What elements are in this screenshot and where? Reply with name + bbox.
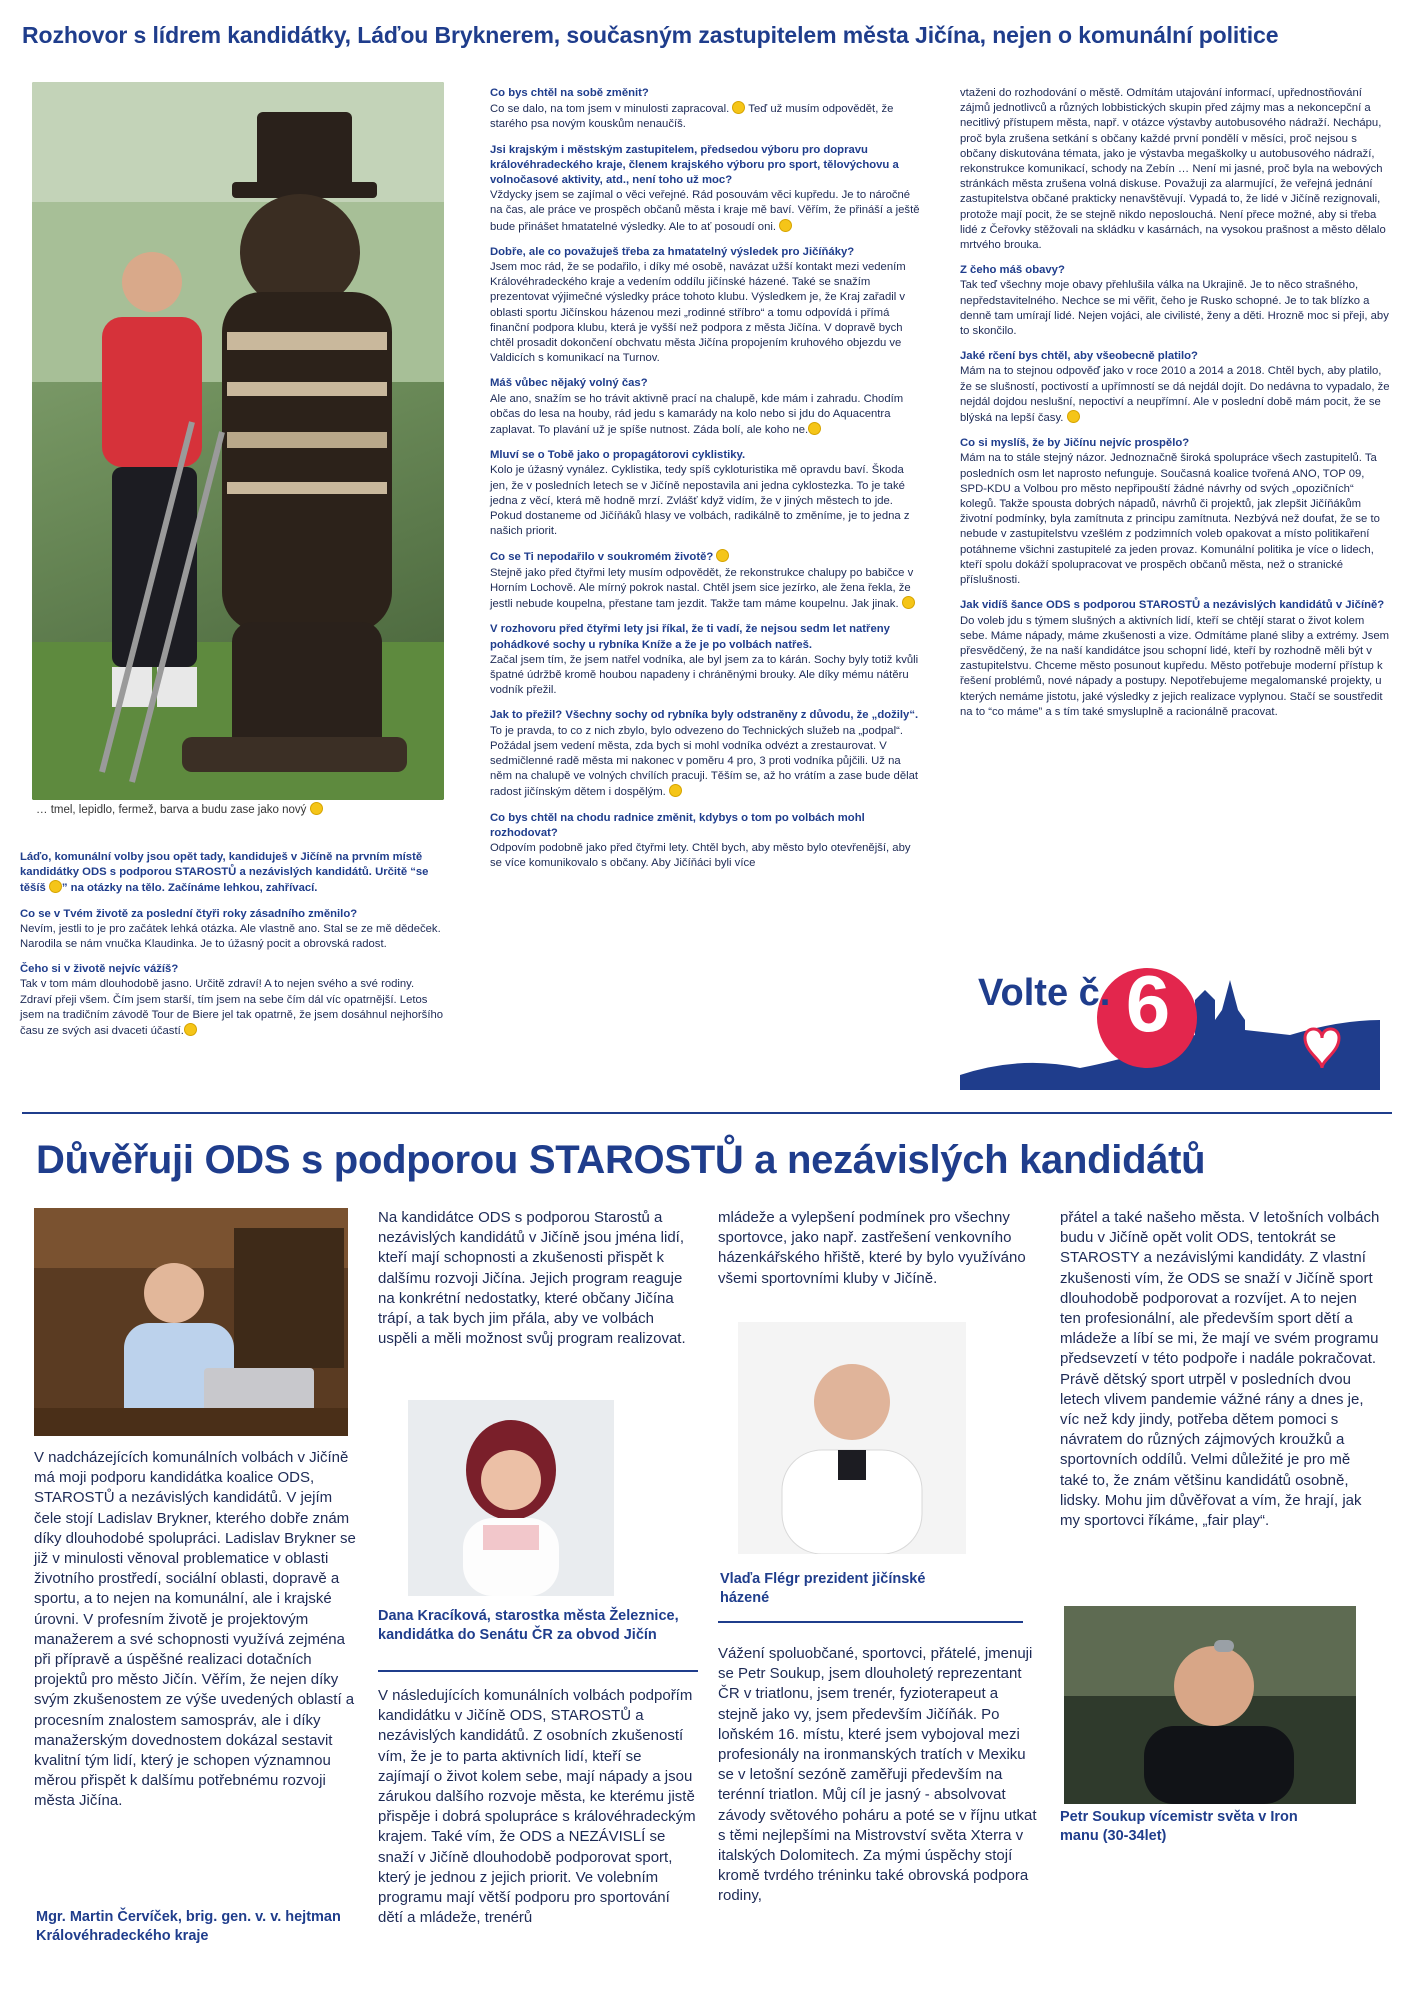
interview-column-3	[960, 86, 1390, 730]
interview-answer: Mám na to stále stejný názor. Jednoznačně široká spolupráce všech zastupitelů. Ta posledních osm let naprosto nefunguje. Současná koalice tvořená ANO, TOP 09, SPD-KDU a Volbou pro město nepřipouští žádné návrhy od svých „opozičních“ kolegů. Takže spousta dobrých nápadů, návrhů či projektů, jak zlepšit Jičíňákům životní podmínky, byla zamítnuta z principu zamítnuta. Nezbývá než doufat, že se to nebude v zastupitelstvu vzešlém z podzimních voleb opakovat a místo politikaření potáhneme všichni zastupitelé za jeden provaz. Komunální politika je více o lidech, kteří spolu dokáží spolupracovat ve prospěch občanů města, než o stranické příslušnosti.	[960, 452, 1380, 587]
endorsement-intro-flegr	[718, 1208, 1036, 1293]
interview-qa	[490, 811, 920, 872]
endorsement-text: V následujících komunálních volbách podpořím kandidátku v Jičíně ODS, STAROSTŮ a nezávislých kandidátů. Z osobních zkušeností vím, že je to parta aktivních lidí, kteří se zajímají o život kolem sebe, mají nápady a jsou zárukou dalšího rozvoje města, ke kterému jistě přispěje i dobrá spolupráce s královéhradeckým krajem. Také vím, že ODS a NEZÁVISLÍ se snaží v Jičíně dlouhodobě podporovat sport, který je jednou z jejich priorit. Ve volebním programu mají větší podporu pro sportování dětí a mládeže, trenérů	[378, 1687, 696, 1927]
photo-caption	[36, 802, 456, 816]
interview-question: Z čeho máš obavy?	[960, 264, 1065, 277]
endorsement-text: mládeže a vylepšení podmínek pro všechny sportovce, jako např. zastřešení venkovního házenkářského hřiště, které by bylo využíváno všemi sportovními kluby v Jičíně.	[718, 1209, 1026, 1287]
interview-qa-1	[20, 850, 444, 897]
interview-answer: Vždycky jsem se zajímal o věci veřejné. Rád posouvám věci kupředu. Je to náročné na čas, ale práce ve prospěch občanů města i kraje mě baví. Věřím, že přináší a ještě bude přinášet hmatatelné výsledky. Ale to ať posoudí oni.	[490, 189, 920, 233]
endorsements-headline: Důvěřuji ODS s podporou STAROSTŮ a nezávislých kandidátů	[36, 1138, 1206, 1182]
portrait-flegr	[738, 1322, 966, 1554]
endorsement-text: Vážení spoluobčané, sportovci, přátelé, jmenuji se Petr Soukup, jsem dlouholetý reprezentant ČR v triatlonu, jsem trenér, fyzioterapeut a stejně jako vy, jsem především Jičíňák. Po loňském 16. místu, které jsem vybojoval mezi profesionály na ironmanských tratích v Mexiku se v letošní sezóně zaměřuji především na terénní triatlon. Můj cíl je jasný - absolvovat závody světového poháru a poté se v říjnu utkat s těmi nejlepšími na Mistrovství světa Xterra v italských Dolomitech. Za mými úspěchy stojí kromě tvrdého tréninku také obrovská podpora rodiny,	[718, 1645, 1037, 1905]
signature-cervicek: Mgr. Martin Červíček, brig. gen. v. v. hejtman Královéhradeckého kraje	[36, 1909, 341, 1944]
question-text: Co se Ti nepodařilo v soukromém životě?	[490, 551, 714, 564]
interview-answer: To je pravda, to co z nich zbylo, bylo odvezeno do Technických služeb na „podpal“. Požádal jsem vedení města, zda bych si mohl vodníka odvézt a zrestaurovat. V sedmičlenné radě města mi nakonec v poměru 4 pro, 3 proti vodníka půjčili. Už na něm na chalupě ve volných chvílích pracuji. Těším se, až ho vrátím a zase bude dělat radost jičínským dětem i dospělým.	[490, 724, 919, 799]
interview-qa	[490, 86, 920, 133]
question-part-1: Láďo, komunální volby jsou opět tady, kandiduješ v Jičíně na prvním místě kandidátky ODS s podporou STAROSTŮ a nezávislých kandidátů. Určitě “se těšíš	[20, 851, 429, 895]
interview-answer: Tak v tom mám dlouhodobě jasno. Určitě zdraví! A to nejen svého a své rodiny. Zdraví přeji všem. Čím jsem starší, tím jsem na sebe čím dál víc opatrnější. Letos jsem na tradičním závodě Tour de Biere jel tak opatrně, že jsem dosáhnul nejhoršího času ze svých asi dvaceti účastí.	[20, 978, 444, 1038]
interview-column-2	[490, 86, 920, 881]
interview-question: Co bys chtěl na sobě změnit?	[490, 87, 649, 99]
interview-qa-2	[20, 907, 444, 953]
smiley-icon	[310, 802, 323, 815]
endorsement-intro-kracikova	[378, 1208, 696, 1353]
interview-answer: Mám na to stejnou odpověď jako v roce 2010 a 2014 a 2018. Chtěl bych, aby platilo, že se slušností, poctivostí a upřímností se dá nejdál dojít. Do nedávna to vypadalo, že nejdál dojdou neslušní, nepoctiví a neupřímní. Ale v poslední době mám pocit, že se blýská na lepší časy.	[960, 365, 1390, 425]
endorsement-text: V nadcházejících komunálních volbách v Jičíně má moji podporu kandidátka koalice ODS, STAROSTŮ a nezávislých kandidátů. V jejím čele stojí Ladislav Brykner, kterého dobře znám díky dlouhodobé spolupráci. Ladislav Brykner se již v minulosti věnoval problematice v oblasti životního prostředí, sociální oblasti, dopravě a sportu, a to nejen na komunální, ale i krajské úrovni. V profesním životě je projektovým manažerem a své schopnosti využívá zejména při přípravě a úspěšné realizaci dotačních projektů pro město Jičín. Věřím, že nejen díky svým zkušenostem ze výše uvedených oblastí a procesním znalostem samospráv, ale i díky manažerským dovednostem dokázal sestavit kvalitní tým lidí, který je schopen významnou měrou přispět k dalšímu potřebnému rozvoji města Jičína.	[34, 1449, 356, 1810]
smiley-icon	[808, 422, 821, 435]
main-photo	[32, 82, 444, 800]
interview-answer: Co se dalo, na tom jsem v minulosti zapracoval.	[490, 103, 730, 116]
page-headline: Rozhovor s lídrem kandidátky, Láďou Bryknerem, současným zastupitelem města Jičína, nejen o komunální politice	[22, 22, 1279, 48]
interview-answer: Stejně jako před čtyřmi lety musím odpovědět, že rekonstrukce chalupy po babičce v Horním Lochově. Ale mírný pokrok nastal. Chtěl jsem sice jezírko, ale žena řekla, že jestli nebude koupelna, přestane tam jezdit. Takže tam máme koupelnu. Jak jinak.	[490, 566, 914, 611]
interview-question: Čeho si v životě nejvíc vážíš?	[20, 963, 179, 976]
interview-answer: Začal jsem tím, že jsem natřel vodníka, ale byl jsem za to kárán. Sochy byly totiž kvůli špatné údržbě kromě houbou napadeny i chráněnými brouky. Ale díky mému nátěru vodník přežil.	[490, 653, 919, 697]
smiley-icon	[902, 596, 915, 609]
interview-qa	[960, 436, 1390, 588]
interview-answer: vtaženi do rozhodování o městě. Odmítám utajování informací, upřednostňování zájmů jednotlivců a různých lobbistických skupin před zájmy mas a nekoncepční a necitlivý přístupem města, např. v otázce výstavby autobusového nádraží. Nechápu, proč byla zrušena setkání s občany každé první pondělí v měsíci, proč nejsou s občany diskutována témata, jako je výstavba megaškolky u autobusového nádraží, rekonstrukce komunikací, schody na Zebín … Není mi jasné, proč byla na webových stránkách města zrušena volná diskuse. Považuji za alarmující, že veřejná jednání zastupitelstva občané prakticky nenavštěvují. Vypadá to, že lidé v Jičíně rezignovali, protože mají pocit, že se stejně nikdo neposlouchá. Není přece možné, aby si třeba lidé z Čeřovky stěžovali na skládku v kasárnách, na vysokou prašnost a město dělalo mrtvého brouka.	[960, 87, 1386, 252]
interview-question: Jak vidíš šance ODS s podporou STAROSTŮ a nezávislých kandidátů v Jičíně?	[960, 599, 1385, 612]
smiley-icon	[779, 219, 792, 232]
endorsement-text: Na kandidátce ODS s podporou Starostů a nezávislých kandidátů v Jičíně jsou jména lidí, kteří mají schopnosti a zkušenosti přispět k dalšímu rozvoji Jičína. Jejich program reaguje na konkrétní nedostatky, které občany Jičína trápí, a tak bych jim přála, aby ve volbách uspěli a měli možnost svůj program realizovat.	[378, 1209, 686, 1348]
divider-rule	[378, 1670, 698, 1672]
interview-qa	[490, 549, 920, 612]
interview-question: Máš vůbec nějaký volný čas?	[490, 377, 648, 390]
interview-answer: Do voleb jdu s týmem slušných a aktivních lidí, kteří se chtějí starat o život kolem sebe. Máme nápady, máme zkušenosti a vize. Odmítáme plané sliby a extrémy. Jsem přesvědčený, že na naší kandidátce jsou schopní lidé, kteří by rozhodně měli být v zastupitelstvu. Chceme město posunout kupředu. Město potřebuje moderní přístup k řešení problémů, nové nápady a postupy. Nepotřebujeme megalomanské projekty, u kterých nemáme jistotu, jaké výsledky z jejich realizace vyplynou. Stačí se soustředit na to “co máme” a s tím také smysluplně a racionálně pracovat.	[960, 614, 1390, 718]
smiley-icon	[1067, 410, 1080, 423]
interview-qa	[490, 708, 920, 800]
interview-qa	[960, 349, 1390, 426]
interview-qa	[490, 622, 920, 698]
interview-answer-cont: Teď už musím odpovědět, že starého psa novým kouskům nenaučíš.	[490, 103, 894, 131]
interview-question	[20, 850, 444, 897]
signature-soukup: Petr Soukup vícemistr světa v Iron manu (30-34let)	[1060, 1809, 1298, 1844]
photo-caption-text: … tmel, lepidlo, fermež, barva a budu zase jako nový	[36, 804, 307, 816]
smiley-icon	[669, 784, 682, 797]
signature-kracikova: Dana Kracíková, starostka města Železnice, kandidátka do Senátu ČR za obvod Jičín	[378, 1608, 679, 1643]
interview-answer: Kolo je úžasný vynález. Cyklistika, tedy spíš cykloturistika mě opravdu baví. Škoda jen, že v posledních letech se v Jičíně nepostavila ani jedna cyklostezka. To je také jedna z věcí, která mě hodně mrzí. Zvlášť když vidím, že v jiných městech to jde. Pokud dostaneme od Jičíňáků hlasy ve volbách, radikálně to změníme, je to jedna z našich priorit.	[490, 464, 910, 538]
interview-question: Co se v Tvém životě za poslední čtyři roky zásadního změnilo?	[20, 907, 358, 920]
interview-answer: Jsem moc rád, že se podařilo, i díky mé osobě, navázat užší kontakt mezi vedením Královéhradeckého kraje a vedením oddílu jičínské házené. Také se snažím prezentovat výjimečné výsledky práce tohoto klubu. Výsledkem je, že Kraj zařadil v oblasti sportu Jičínskou házenou mezi „rodinné stříbro“ a tomu odpovídá i přímá finanční podpora klubu, která je vyšší než podpora z města Jičína. V dopravě bych chtěl prosadit dokončení obchvatu města Jičína propojením kruhového objezdu ve Valdicích s komunikací na Turnov.	[490, 261, 906, 365]
smiley-icon	[184, 1023, 197, 1036]
signature-flegr: Vlaďa Flégr prezident jičínské házené	[720, 1571, 926, 1606]
volte-number: 6	[1125, 959, 1171, 1048]
interview-qa	[960, 86, 1390, 253]
endorsement-kracikova	[378, 1686, 696, 1932]
endorsement-soukup	[718, 1644, 1038, 1911]
interview-answer: Ale ano, snažím se ho trávit aktivně prací na chalupě, kde mám i zahradu. Chodím občas do lesa na houby, rád jedu s kamarády na kolo nebo si jdu do Aquacentra zaplavat. To plavání už je spíše nutnost. Záda bolí, ale koho ne.	[490, 392, 904, 437]
interview-qa	[490, 376, 920, 438]
smiley-icon	[732, 101, 745, 114]
interview-question: Jsi krajským i městským zastupitelem, předsedou výboru pro dopravu královéhradeckého kraje, členem krajského výboru pro sport, tělovýchovu a volnočasové aktivity, atd., není toho už moc?	[490, 143, 899, 187]
interview-answer: Odpovím podobně jako před čtyřmi lety. Chtěl bych, aby město bylo otevřenější, aby se více komunikovalo s občany. Aby Jičíňáci byli více	[490, 841, 911, 870]
portrait-soukup	[1064, 1606, 1356, 1804]
interview-question: Jak to přežil? Všechny sochy od rybníka byly odstraněny z důvodu, že „dožily“.	[490, 709, 919, 722]
interview-qa	[490, 143, 920, 235]
portrait-kracikova	[408, 1400, 614, 1596]
smiley-icon	[49, 880, 62, 893]
interview-question: V rozhovoru před čtyřmi lety jsi říkal, že ti vadí, že nejsou sedm let natřeny pohádkové sochy u rybníka Kníže a že je po volbách natřeš.	[490, 623, 890, 651]
endorsement-text: přátel a také našeho města. V letošních volbách budu v Jičíně opět volit ODS, tentokrát se STAROSTY a nezávislými kandidáty. Z vlastní zkušenosti vím, že ODS se snaží v Jičíně sport dlouhodobě podporovat a rozvíjet. A to nejen ten profesionální, ale především sport dětí a mládeže a líbí se mi, že mají ve svém programu předsevzetí v této podpoře i nadále pokračovat. Právě dětský sport utrpěl v posledních dvou letech vlivem pandemie vážné rány a dnes je, víc než kdy jindy, potřeba dětem pomoci s návratem do různých zájmových kroužků a sportovních oddílů. Velmi důležité je pro mě také to, že znám většinu kandidátů osobně, lidsky. Mohu jim důvěřovat a vím, že hrají, jak my sportovci říkáme, „fair play“.	[1060, 1209, 1380, 1530]
interview-qa-3	[20, 962, 444, 1039]
interview-column-1	[20, 850, 444, 1049]
endorsement-soukup-cont	[1060, 1208, 1380, 1535]
interview-qa	[960, 598, 1390, 720]
divider-rule	[718, 1621, 1023, 1623]
interview-question	[490, 549, 920, 565]
interview-question: Mluví se o Tobě jako o propagátorovi cyklistiky.	[490, 449, 746, 462]
interview-question: Jaké rčení bys chtěl, aby všeobecně platilo?	[960, 350, 1198, 363]
question-part-2: ” na otázky na tělo. Začínáme lehkou, zahřívací.	[61, 882, 318, 895]
interview-question: Co bys chtěl na chodu radnice změnit, kdybys o tom po volbách mohl rozhodovat?	[490, 811, 865, 839]
section-divider	[22, 1112, 1392, 1114]
portrait-cervicek	[34, 1208, 348, 1436]
interview-qa	[490, 448, 920, 539]
interview-question: Dobře, ale co považuješ třeba za hmatatelný výsledek pro Jičíňáky?	[490, 245, 855, 258]
interview-question: Co si myslíš, že by Jičínu nejvíc prospělo?	[960, 437, 1190, 450]
interview-answer: Nevím, jestli to je pro začátek lehká otázka. Ale vlastně ano. Stal se ze mě dědeček. Narodila se nám vnučka Klaudinka. Je to úžasný pocit a obrovská radost.	[20, 922, 441, 951]
volte-text: Volte č.	[978, 972, 1111, 1014]
interview-qa	[490, 245, 920, 367]
smiley-icon	[716, 549, 729, 562]
statue-photo-illustration	[32, 82, 444, 800]
interview-answer: Tak teď všechny moje obavy přehlušila válka na Ukrajině. Je to něco strašného, nepředstavitelného. Nechce se mi věřit, čeho je Rusko schopné. Je to tak blízko a denně tam umírají lidé. Nejen vojáci, ale civilisté, ženy a děti. Hrozně moc si přeji, aby to skončilo.	[960, 279, 1389, 338]
interview-qa	[960, 263, 1390, 339]
volte-banner	[960, 960, 1380, 1090]
endorsement-cervicek	[34, 1448, 356, 1816]
